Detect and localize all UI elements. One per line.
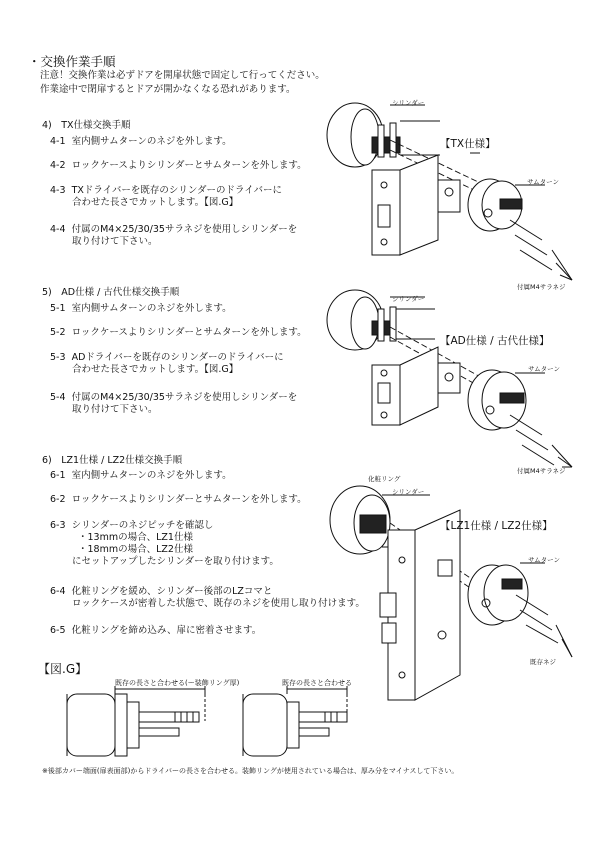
lz-ring-label: 化粧リング xyxy=(368,475,401,483)
step-text-cont: 取り付けて下さい。 xyxy=(72,404,158,415)
step-text-cont: にセットアップしたシリンダーを取り付けます。 xyxy=(72,556,279,567)
lz-exploded-diagram xyxy=(320,475,590,705)
step-number: 5-4 xyxy=(50,392,66,403)
ad-spec-label: 【AD仕様 / 古代仕様】 xyxy=(440,335,550,347)
footnote: ※後部カバー端面(扉表面部)からドライバーの長さを合わせる。装飾リングが使用されている場合は、厚み分をマイナスして下さい。 xyxy=(42,767,459,775)
step-text: 化粧リングを緩め、シリンダー後部のLZコマと xyxy=(71,586,273,597)
lz-step-2 xyxy=(50,494,307,506)
tx-spec-label: 【TX仕様】 xyxy=(440,138,496,150)
caution-note-line2: 作業途中で閉扉するとドアが開かなくなる恐れがあります。 xyxy=(40,84,296,95)
tx-step-4 xyxy=(50,224,297,248)
step-text: シリンダーのネジピッチを確認し xyxy=(71,520,214,531)
tx-step-1 xyxy=(50,136,232,148)
tx-screws-label: 付属M4サラネジ xyxy=(517,283,566,291)
step-number: 5-2 xyxy=(50,327,66,338)
ad-step-1 xyxy=(50,303,232,315)
step-number: 6-2 xyxy=(50,494,66,505)
fig-g-right-label: 既存の長さと合わせる xyxy=(282,679,352,687)
step-text: 室内側サムターンのネジを外します。 xyxy=(71,303,232,314)
fig-g-driver-length-diagram xyxy=(55,686,375,766)
step-number: 5-1 xyxy=(50,303,66,314)
step-text: TXドライバーを既存のシリンダーのドライバーに xyxy=(71,185,283,196)
fig-g-title: 【図.G】 xyxy=(38,662,88,676)
step-number: 6-5 xyxy=(50,625,66,636)
lz-step-5 xyxy=(50,625,261,637)
step-sub-item: ・18mmの場合、LZ2仕様 xyxy=(78,544,193,555)
tx-thumbturn-label: サムターン xyxy=(527,178,560,186)
lz-cylinder-label: シリンダー xyxy=(392,488,425,496)
step-text: 室内側サムターンのネジを外します。 xyxy=(71,470,232,481)
step-number: 6-4 xyxy=(50,586,66,597)
ad-section-heading: 5) AD仕様 / 古代仕様交換手順 xyxy=(42,287,180,298)
step-number: 6-1 xyxy=(50,470,66,481)
tx-step-2 xyxy=(50,160,307,172)
step-text: 室内側サムターンのネジを外します。 xyxy=(71,136,232,147)
step-number: 6-3 xyxy=(50,520,66,531)
step-text: 化粧リングを締め込み、扉に密着させます。 xyxy=(71,625,262,636)
caution-note-line1: 注意！交換作業は必ずドアを開扉状態で固定して行ってください。 xyxy=(40,70,325,81)
step-text: ADドライバーを既存のシリンダーのドライバーに xyxy=(71,352,284,363)
step-text: ロックケースよりシリンダーとサムターンを外します。 xyxy=(71,327,307,338)
step-text: ロックケースよりシリンダーとサムターンを外します。 xyxy=(71,494,307,505)
tx-step-3 xyxy=(50,185,282,209)
step-text-cont: 合わせた長さでカットします。【図.G】 xyxy=(72,364,239,375)
fig-g-left-label: 既存の長さと合わせる(ー装飾リング厚) xyxy=(115,679,240,687)
ad-thumbturn-label: サムターン xyxy=(528,365,561,373)
step-number: 4-1 xyxy=(50,136,66,147)
ad-cylinder-label: シリンダー xyxy=(392,295,425,303)
step-text: 付属のM4×25/30/35サラネジを使用しシリンダーを xyxy=(71,392,298,403)
step-sub-item: ・13mmの場合、LZ1仕様 xyxy=(78,532,193,543)
step-number: 5-3 xyxy=(50,352,66,363)
page-title: ・交換作業手順 xyxy=(28,54,116,69)
step-number: 4-4 xyxy=(50,224,66,235)
lz-step-1 xyxy=(50,470,232,482)
lz-section-heading: 6) LZ1仕様 / LZ2仕様交換手順 xyxy=(42,455,183,466)
step-text-cont: ロックケースが密着した状態で、既存のネジを使用し取り付けます。 xyxy=(72,598,365,609)
lz-spec-label: 【LZ1仕様 / LZ2仕様】 xyxy=(440,520,553,532)
tx-cylinder-label: シリンダー xyxy=(392,99,425,107)
lz-thumbturn-label: サムターン xyxy=(528,556,561,564)
step-number: 4-3 xyxy=(50,185,66,196)
tx-exploded-diagram xyxy=(320,95,590,295)
lz-step-4 xyxy=(50,586,365,610)
ad-exploded-diagram xyxy=(320,285,590,485)
ad-step-4 xyxy=(50,392,297,416)
ad-step-2 xyxy=(50,327,307,339)
step-text: ロックケースよりシリンダーとサムターンを外します。 xyxy=(71,160,307,171)
lz-step-3 xyxy=(50,520,279,568)
step-number: 4-2 xyxy=(50,160,66,171)
lz-screws-label: 既存ネジ xyxy=(530,658,556,666)
ad-step-3 xyxy=(50,352,284,376)
step-text: 付属のM4×25/30/35サラネジを使用しシリンダーを xyxy=(71,224,298,235)
step-text-cont: 合わせた長さでカットします。【図.G】 xyxy=(72,197,239,208)
ad-screws-label: 付属M4サラネジ xyxy=(517,467,566,475)
step-text-cont: 取り付けて下さい。 xyxy=(72,236,158,247)
tx-section-heading: 4) TX仕様交換手順 xyxy=(42,120,131,131)
